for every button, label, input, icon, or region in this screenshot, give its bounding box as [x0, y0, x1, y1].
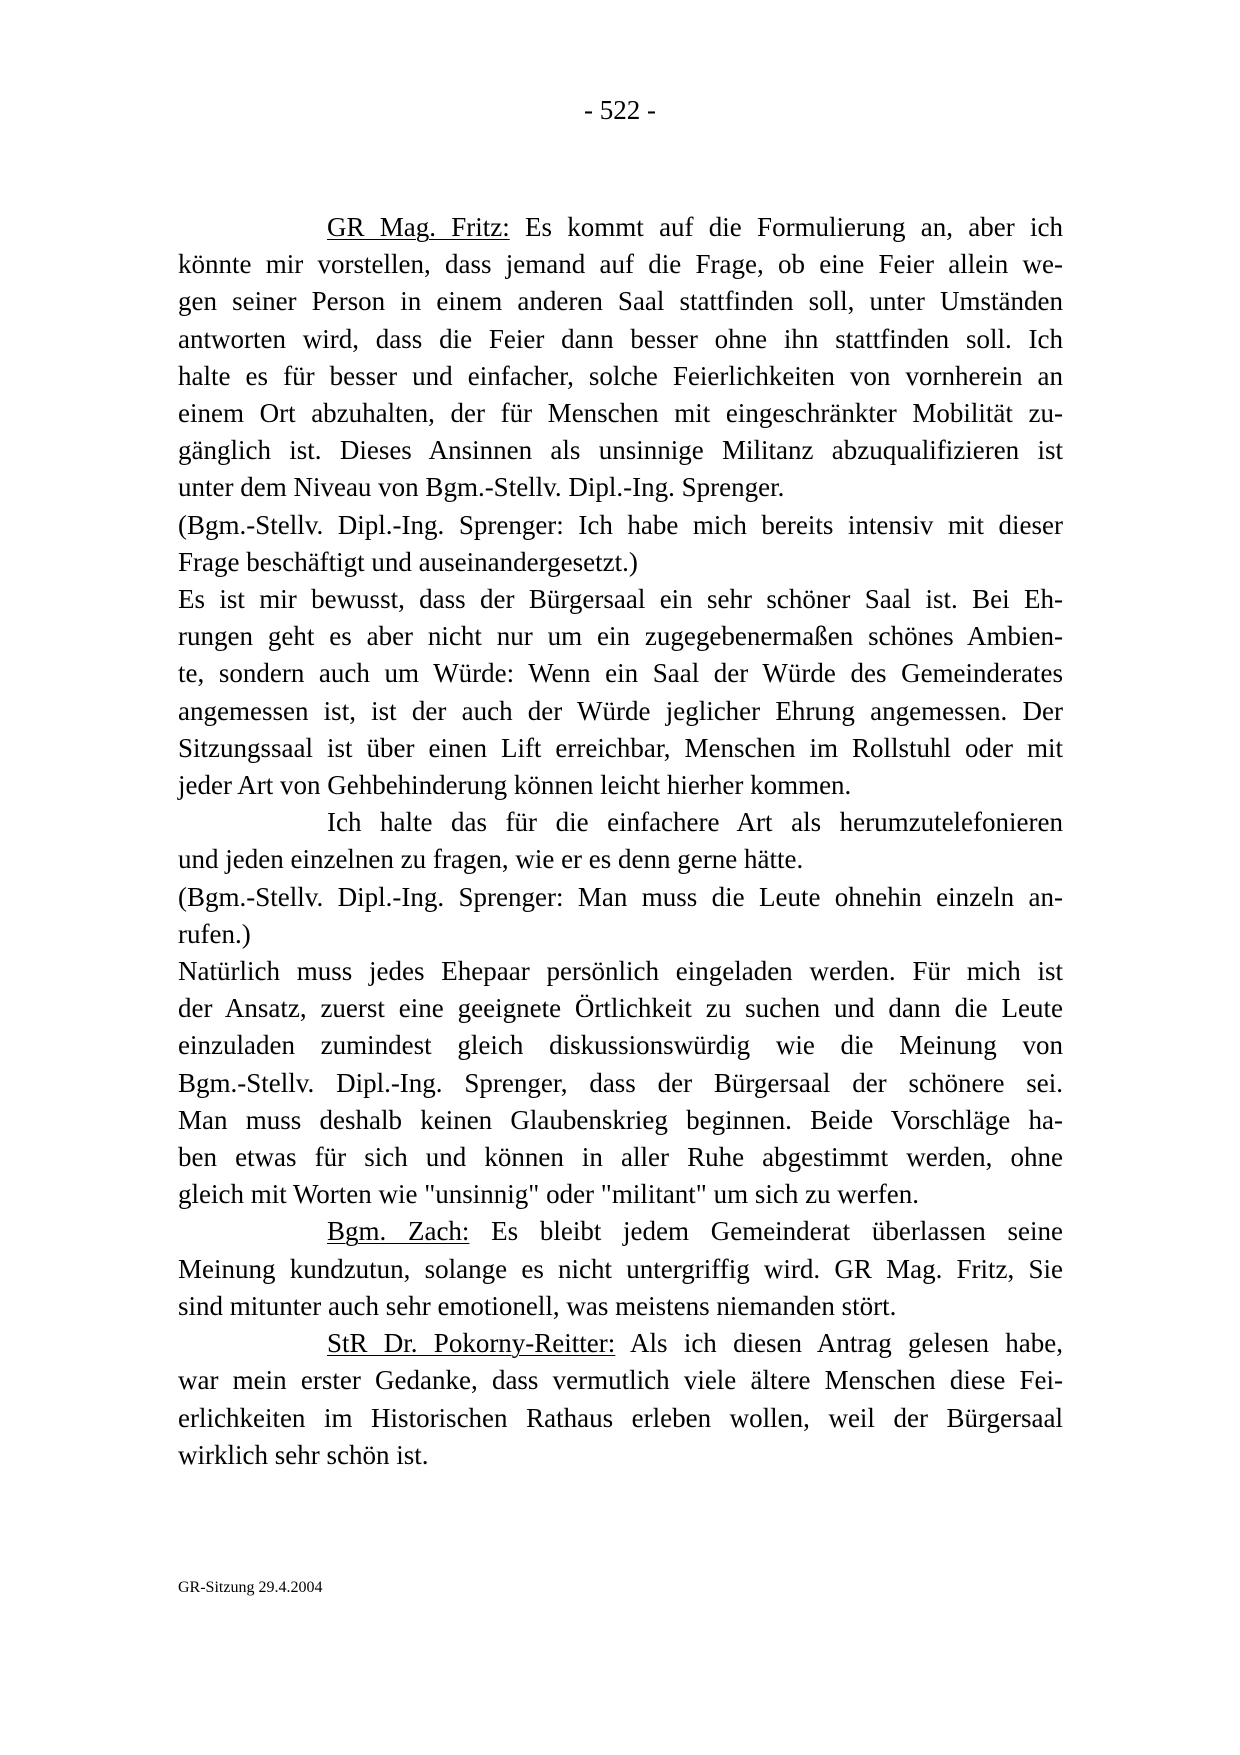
text-line: und jeden einzelnen zu fragen, wie er es denn gerne hätte. — [178, 844, 804, 875]
text-line: rungen geht es aber nicht nur um ein zugegebenermaßen schönes Ambien- — [178, 621, 1063, 652]
text-line: Bgm.-Stellv. Dipl.-Ing. Sprenger, dass der Bürgersaal der schönere sei. — [178, 1067, 1063, 1098]
text-line: StR Dr. Pokorny-Reitter: Als ich diesen Antrag gelesen habe, — [327, 1328, 1063, 1359]
speech-paragraph — [178, 209, 1063, 507]
text-line: te, sondern auch um Würde: Wenn ein Saal der Würde des Gemeinderates — [178, 658, 1063, 689]
speech-paragraph — [178, 953, 1063, 1213]
text-line: halte es für besser und einfacher, solche Feierlichkeiten von vornherein an — [178, 360, 1063, 391]
page-number: - 522 - — [584, 95, 656, 125]
speaker-name: StR Dr. Pokorny-Reitter: — [327, 1328, 616, 1359]
text-line: (Bgm.-Stellv. Dipl.-Ing. Sprenger: Man muss die Leute ohnehin einzeln an- — [178, 881, 1063, 912]
text-line: Man muss deshalb keinen Glaubenskrieg beginnen. Beide Vorschläge ha- — [178, 1104, 1063, 1135]
text-line: Natürlich muss jedes Ehepaar persönlich eingeladen werden. Für mich ist — [178, 956, 1063, 987]
speech-paragraph — [178, 1213, 1063, 1325]
speaker-name: GR Mag. Fritz: — [327, 212, 510, 242]
text-line: wirklich sehr schön ist. — [178, 1439, 429, 1470]
text-line: angemessen ist, ist der auch der Würde jeglicher Ehrung angemessen. Der — [178, 695, 1063, 726]
text-line: Ich halte das für die einfachere Art als herumzutelefonieren — [327, 807, 1063, 838]
text-line: Es ist mir bewusst, dass der Bürgersaal ein sehr schöner Saal ist. Bei Eh- — [178, 584, 1063, 615]
text-line: rufen.) — [178, 918, 251, 949]
page-footer: GR-Sitzung 29.4.2004 — [178, 1579, 323, 1596]
interjection-paragraph — [178, 507, 1063, 581]
text-line: erlichkeiten im Historischen Rathaus erleben wollen, weil der Bürgersaal — [178, 1402, 1063, 1433]
text-line: Sitzungssaal ist über einen Lift erreichbar, Menschen im Rollstuhl oder mit — [178, 732, 1063, 763]
text-line: einzuladen zumindest gleich diskussionswürdig wie die Meinung von — [178, 1030, 1063, 1061]
text-line: jeder Art von Gehbehinderung können leicht hierher kommen. — [178, 770, 852, 801]
text-line: unter dem Niveau von Bgm.-Stellv. Dipl.-Ing. Sprenger. — [178, 472, 785, 503]
text-line: gen seiner Person in einem anderen Saal stattfinden soll, unter Umständen — [178, 286, 1063, 317]
speaker-name: Bgm. Zach: — [327, 1216, 470, 1247]
text-line: gleich mit Worten wie "unsinnig" oder "militant" um sich zu werfen. — [178, 1179, 920, 1210]
text-line: war mein erster Gedanke, dass vermutlich viele ältere Menschen diese Fei- — [178, 1365, 1063, 1396]
text-line: GR Mag. Fritz: Es kommt auf die Formulierung an, aber ich — [327, 212, 1063, 242]
text-line: der Ansatz, zuerst eine geeignete Örtlichkeit zu suchen und dann die Leute — [178, 993, 1063, 1024]
text-line: Bgm. Zach: Es bleibt jedem Gemeinderat überlassen seine — [327, 1216, 1063, 1247]
text-line: Meinung kundzutun, solange es nicht untergriffig wird. GR Mag. Fritz, Sie — [178, 1253, 1063, 1284]
text-line: Frage beschäftigt und auseinandergesetzt.) — [178, 546, 638, 577]
speech-paragraph — [178, 804, 1063, 878]
text-line: gänglich ist. Dieses Ansinnen als unsinnige Militanz abzuqualifizieren ist — [178, 435, 1063, 466]
text-line: ben etwas für sich und können in aller Ruhe abgestimmt werden, ohne — [178, 1142, 1063, 1173]
text-line: sind mitunter auch sehr emotionell, was meistens niemanden stört. — [178, 1290, 897, 1321]
document-body — [178, 209, 1063, 1474]
speech-paragraph — [178, 1325, 1063, 1474]
interjection-paragraph — [178, 879, 1063, 953]
text-line: antworten wird, dass die Feier dann besser ohne ihn stattfinden soll. Ich — [178, 323, 1063, 354]
text-line: könnte mir vorstellen, dass jemand auf die Frage, ob eine Feier allein we- — [178, 249, 1063, 280]
speech-paragraph — [178, 581, 1063, 804]
text-line: (Bgm.-Stellv. Dipl.-Ing. Sprenger: Ich habe mich bereits intensiv mit dieser — [178, 509, 1063, 540]
text-line: einem Ort abzuhalten, der für Menschen mit eingeschränkter Mobilität zu- — [178, 398, 1063, 429]
